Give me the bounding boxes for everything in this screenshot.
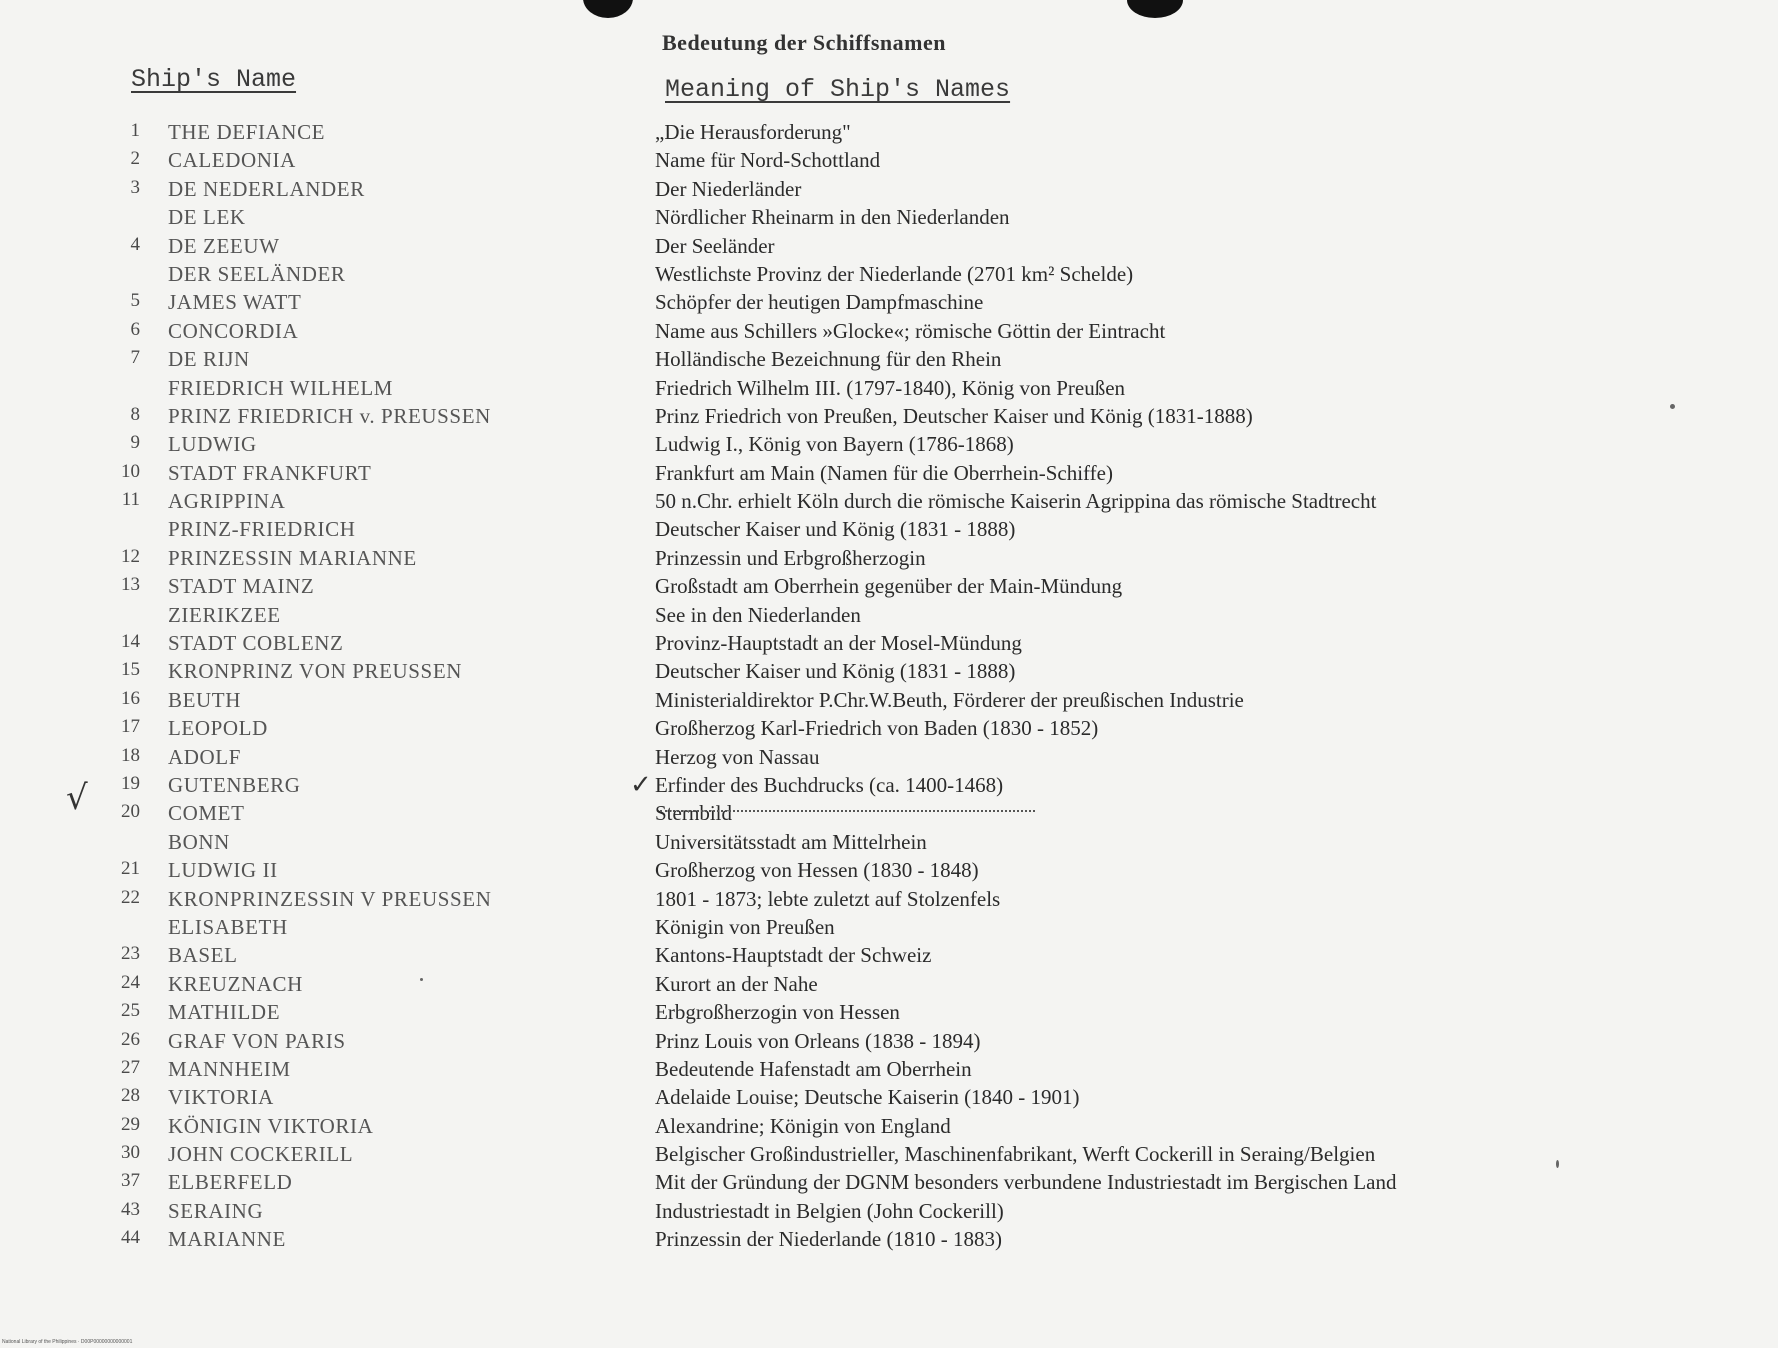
ship-name: LEOPOLD [168, 716, 268, 741]
row-number: 14 [121, 631, 140, 653]
ship-name: PRINZESSIN MARIANNE [168, 545, 417, 570]
ship-name: STADT COBLENZ [168, 631, 344, 656]
ship-name: STADT FRANKFURT [168, 460, 372, 485]
ship-name: KREUZNACH [168, 971, 303, 996]
row-number: 44 [121, 1227, 140, 1249]
ship-name: LUDWIG II [168, 858, 278, 883]
table-row [0, 260, 1778, 288]
ship-meaning: Alexandrine; Königin von England [655, 1113, 951, 1138]
table-row [0, 317, 1778, 345]
ship-name: VIKTORIA [168, 1085, 274, 1110]
table-row [0, 146, 1778, 174]
row-number: 2 [130, 148, 140, 170]
table-row [0, 1197, 1778, 1225]
ship-name: BEUTH [168, 687, 241, 712]
row-number: 19 [121, 772, 140, 794]
row-number: 20 [121, 801, 140, 823]
ship-name: PRINZ-FRIEDRICH [168, 517, 356, 542]
film-blot-left [583, 0, 633, 18]
row-number: 22 [121, 886, 140, 908]
table-row [0, 601, 1778, 629]
table-row [0, 1140, 1778, 1168]
ship-meaning: Großherzog Karl-Friedrich von Baden (1830 - 1852) [655, 716, 1099, 741]
ship-meaning: Name für Nord-Schottland [655, 148, 881, 173]
table-row [0, 430, 1778, 458]
ship-meaning: Name aus Schillers »Glocke«; römische Göttin der Eintracht [655, 318, 1166, 343]
film-blot-right [1127, 0, 1183, 18]
table-row [0, 203, 1778, 231]
ship-name: SERAING [168, 1198, 264, 1223]
ship-meaning: Universitätsstadt am Mittelrhein [655, 829, 927, 854]
row-number: 12 [121, 545, 140, 567]
table-row [0, 345, 1778, 373]
ship-meaning: Frankfurt am Main (Namen für die Oberrhein-Schiffe) [655, 460, 1113, 485]
ship-name: KRONPRINZESSIN V PREUSSEN [168, 886, 492, 911]
row-number: 7 [130, 347, 140, 369]
ship-name: COMET [168, 801, 245, 826]
row-number: 18 [121, 744, 140, 766]
table-row [0, 885, 1778, 913]
table-row [0, 771, 1778, 799]
ship-meaning: Erbgroßherzogin von Hessen [655, 1000, 900, 1025]
row-number: 27 [121, 1056, 140, 1078]
row-number: 17 [121, 716, 140, 738]
ship-name: DE ZEEUW [168, 233, 280, 258]
ship-meaning: Erfinder des Buchdrucks (ca. 1400-1468) [655, 772, 1004, 797]
ship-meaning: Industriestadt in Belgien (John Cockerill) [655, 1198, 1004, 1223]
table-row [0, 856, 1778, 884]
ship-meaning: Nördlicher Rheinarm in den Niederlanden [655, 205, 1010, 230]
ship-name: ELISABETH [168, 914, 288, 939]
table-row [0, 828, 1778, 856]
ship-name: MANNHEIM [168, 1056, 291, 1081]
row-number: 29 [121, 1113, 140, 1135]
ship-meaning: Prinzessin und Erbgroßherzogin [655, 545, 926, 570]
table-row [0, 686, 1778, 714]
table-row [0, 714, 1778, 742]
ship-name: THE DEFIANCE [168, 120, 326, 144]
ship-name: AGRIPPINA [168, 489, 286, 514]
ship-name: ADOLF [168, 744, 242, 769]
row-number: 15 [121, 659, 140, 681]
row-number: 26 [121, 1028, 140, 1050]
ship-meaning: Herzog von Nassau [655, 744, 820, 769]
ship-name: GRAF VON PARIS [168, 1028, 346, 1053]
ship-meaning: Prinz Friedrich von Preußen, Deutscher Kaiser und König (1831-1888) [655, 403, 1253, 428]
ship-meaning: Provinz-Hauptstadt an der Mosel-Mündung [655, 631, 1022, 656]
table-row [0, 998, 1778, 1026]
row-number: 11 [121, 489, 140, 511]
table-row [0, 459, 1778, 487]
table-row [0, 1027, 1778, 1055]
ship-name: KÖNIGIN VIKTORIA [168, 1113, 374, 1138]
table-row [0, 232, 1778, 260]
handwritten-underline [660, 808, 1035, 812]
table-row [0, 1055, 1778, 1083]
ship-meaning: Holländische Bezeichnung für den Rhein [655, 347, 1002, 372]
ship-meaning: Mit der Gründung der DGNM besonders verbundene Industriestadt im Bergischen Land [655, 1170, 1397, 1195]
row-number: 16 [121, 687, 140, 709]
row-number: 8 [130, 403, 140, 425]
column-header-ship-name: Ship's Name [131, 65, 297, 94]
row-number: 23 [121, 943, 140, 965]
table-row [0, 941, 1778, 969]
column-header-meaning: Meaning of Ship's Names [665, 75, 1011, 104]
table-row [0, 572, 1778, 600]
ship-name: DER SEELÄNDER [168, 261, 346, 286]
ship-meaning: Adelaide Louise; Deutsche Kaiserin (1840 - 1901) [655, 1085, 1080, 1110]
ship-meaning: Großstadt am Oberrhein gegenüber der Main-Mündung [655, 574, 1123, 599]
table-row [0, 175, 1778, 203]
row-number: 9 [130, 432, 140, 454]
ship-meaning: Deutscher Kaiser und König (1831 - 1888) [655, 517, 1016, 542]
check-mark-left: √ [66, 778, 88, 818]
archive-footer: National Library of the Philippines · D00P00000000000001 [2, 1339, 133, 1345]
ship-name: JAMES WATT [168, 290, 302, 315]
ship-meaning: See in den Niederlanden [655, 602, 861, 627]
ship-name: BONN [168, 829, 230, 854]
row-number: 28 [121, 1085, 140, 1107]
ship-meaning: Kantons-Hauptstadt der Schweiz [655, 943, 932, 968]
ship-meaning: Kurort an der Nahe [655, 971, 818, 996]
row-number: 24 [121, 971, 140, 993]
ship-name: MATHILDE [168, 1000, 281, 1025]
ship-name: KRONPRINZ VON PREUSSEN [168, 659, 463, 684]
table-row [0, 629, 1778, 657]
ship-name: DE NEDERLANDER [168, 176, 365, 201]
ship-name: ZIERIKZEE [168, 602, 281, 627]
ship-meaning: Ministerialdirektor P.Chr.W.Beuth, Förderer der preußischen Industrie [655, 687, 1244, 712]
table-row [0, 913, 1778, 941]
ship-meaning: Westlichste Provinz der Niederlande (2701 km² Schelde) [655, 261, 1134, 286]
ship-meaning: „Die Herausforderung" [655, 120, 851, 144]
table-row [0, 970, 1778, 998]
ship-meaning: Königin von Preußen [655, 914, 835, 939]
ship-name: FRIEDRICH WILHELM [168, 375, 394, 400]
ship-name: CALEDONIA [168, 148, 296, 173]
ship-meaning: Belgischer Großindustrieller, Maschinenfabrikant, Werft Cockerill in Seraing/Belgien [655, 1142, 1376, 1167]
table-row [0, 1168, 1778, 1196]
ship-name: ELBERFELD [168, 1170, 293, 1195]
table-row [0, 374, 1778, 402]
table-row [0, 799, 1778, 827]
table-row [0, 515, 1778, 543]
ship-list [0, 118, 1778, 1254]
table-row [0, 1225, 1778, 1253]
ship-name: PRINZ FRIEDRICH v. PREUSSEN [168, 403, 491, 428]
row-number: 1 [130, 120, 140, 141]
table-row [0, 118, 1778, 146]
ship-meaning: Schöpfer der heutigen Dampfmaschine [655, 290, 984, 315]
ship-name: STADT MAINZ [168, 574, 315, 599]
ship-meaning: Deutscher Kaiser und König (1831 - 1888) [655, 659, 1016, 684]
row-number: 30 [121, 1142, 140, 1164]
ship-meaning: Ludwig I., König von Bayern (1786-1868) [655, 432, 1014, 457]
ship-meaning: Friedrich Wilhelm III. (1797-1840), König von Preußen [655, 375, 1126, 400]
ship-name: GUTENBERG [168, 772, 301, 797]
ship-meaning: Der Seeländer [655, 233, 775, 258]
ship-meaning: Großherzog von Hessen (1830 - 1848) [655, 858, 979, 883]
ship-meaning: 1801 - 1873; lebte zuletzt auf Stolzenfels [655, 886, 1001, 911]
row-number: 13 [121, 574, 140, 596]
row-number: 4 [130, 233, 140, 255]
ship-name: LUDWIG [168, 432, 257, 457]
row-number: 25 [121, 1000, 140, 1022]
row-number: 6 [130, 318, 140, 340]
row-number: 3 [130, 176, 140, 198]
ship-name: CONCORDIA [168, 318, 299, 343]
ship-meaning: Sternbild [655, 801, 732, 826]
ship-name: DE RIJN [168, 347, 250, 372]
check-mark-gutenberg: ✓ [630, 770, 652, 800]
ship-name: JOHN COCKERILL [168, 1142, 354, 1167]
row-number: 43 [121, 1198, 140, 1220]
row-number: 10 [121, 460, 140, 482]
table-row [0, 657, 1778, 685]
ship-name: BASEL [168, 943, 238, 968]
table-row [0, 487, 1778, 515]
table-row [0, 288, 1778, 316]
ship-meaning: 50 n.Chr. erhielt Köln durch die römische Kaiserin Agrippina das römische Stadtrecht [655, 489, 1377, 514]
row-number: 5 [130, 290, 140, 312]
ship-meaning: Prinz Louis von Orleans (1838 - 1894) [655, 1028, 981, 1053]
row-number: 37 [121, 1170, 140, 1192]
ship-name: MARIANNE [168, 1227, 286, 1252]
table-row [0, 1083, 1778, 1111]
ship-meaning: Der Niederländer [655, 176, 802, 201]
ship-name: DE LEK [168, 205, 246, 230]
table-row [0, 743, 1778, 771]
ship-meaning: Bedeutende Hafenstadt am Oberrhein [655, 1056, 972, 1081]
table-row [0, 1112, 1778, 1140]
ship-meaning: Prinzessin der Niederlande (1810 - 1883) [655, 1227, 1002, 1252]
table-row [0, 544, 1778, 572]
row-number: 21 [121, 858, 140, 880]
page-title: Bedeutung der Schiffsnamen [662, 30, 946, 55]
table-row [0, 402, 1778, 430]
